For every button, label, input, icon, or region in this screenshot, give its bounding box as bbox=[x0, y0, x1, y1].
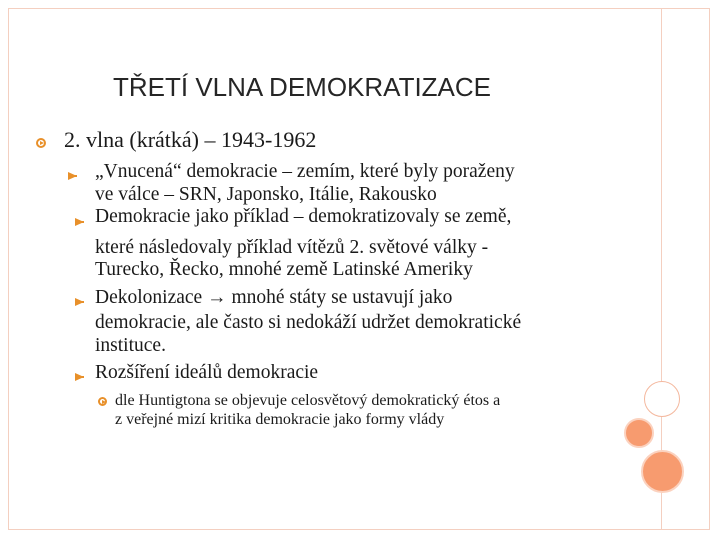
bullet-arrow-icon bbox=[68, 170, 80, 178]
section-heading: 2. vlna (krátká) – 1943-1962 bbox=[64, 127, 317, 152]
bullet-2-line-3: Turecko, Řecko, mnohé země Latinské Ameriky bbox=[95, 259, 473, 280]
slide-title: TŘETÍ VLNA DEMOKRATIZACE bbox=[113, 72, 492, 102]
bullet-1-line-2: ve válce – SRN, Japonsko, Itálie, Rakousko bbox=[95, 184, 437, 205]
bullet-arrow-icon bbox=[75, 296, 87, 304]
bullet-arrow-icon bbox=[75, 216, 87, 224]
decorative-circle-large bbox=[641, 450, 684, 493]
bullet-4-line-1: Rozšíření ideálů demokracie bbox=[95, 362, 319, 383]
bullet-circle-icon bbox=[36, 138, 46, 148]
bullet-3-line-2: demokracie, ale často si nedokáží udržet demokratické bbox=[95, 312, 522, 333]
bullet-arrow-icon bbox=[75, 371, 87, 379]
bullet-2-line-2: které následovaly příklad vítězů 2. světové války - bbox=[95, 237, 489, 258]
bullet-1-line-1: „Vnucená“ demokracie – zemím, které byly poraženy bbox=[95, 161, 515, 182]
bullet-3-line-3: instituce. bbox=[95, 335, 166, 356]
bullet-2-line-1: Demokracie jako příklad – demokratizovaly se země, bbox=[95, 206, 512, 227]
bullet-3-line-1: Dekolonizace → mnohé státy se ustavují jako bbox=[95, 287, 453, 308]
decorative-circle-small bbox=[624, 418, 654, 448]
sub-bullet-circle-icon bbox=[98, 397, 107, 406]
sub-bullet-line-2: z veřejné mizí kritika demokracie jako formy vlády bbox=[115, 411, 445, 428]
decorative-circle-outline bbox=[644, 381, 680, 417]
sub-bullet-line-1: dle Huntigtona se objevuje celosvětový demokratický étos a bbox=[115, 392, 501, 409]
